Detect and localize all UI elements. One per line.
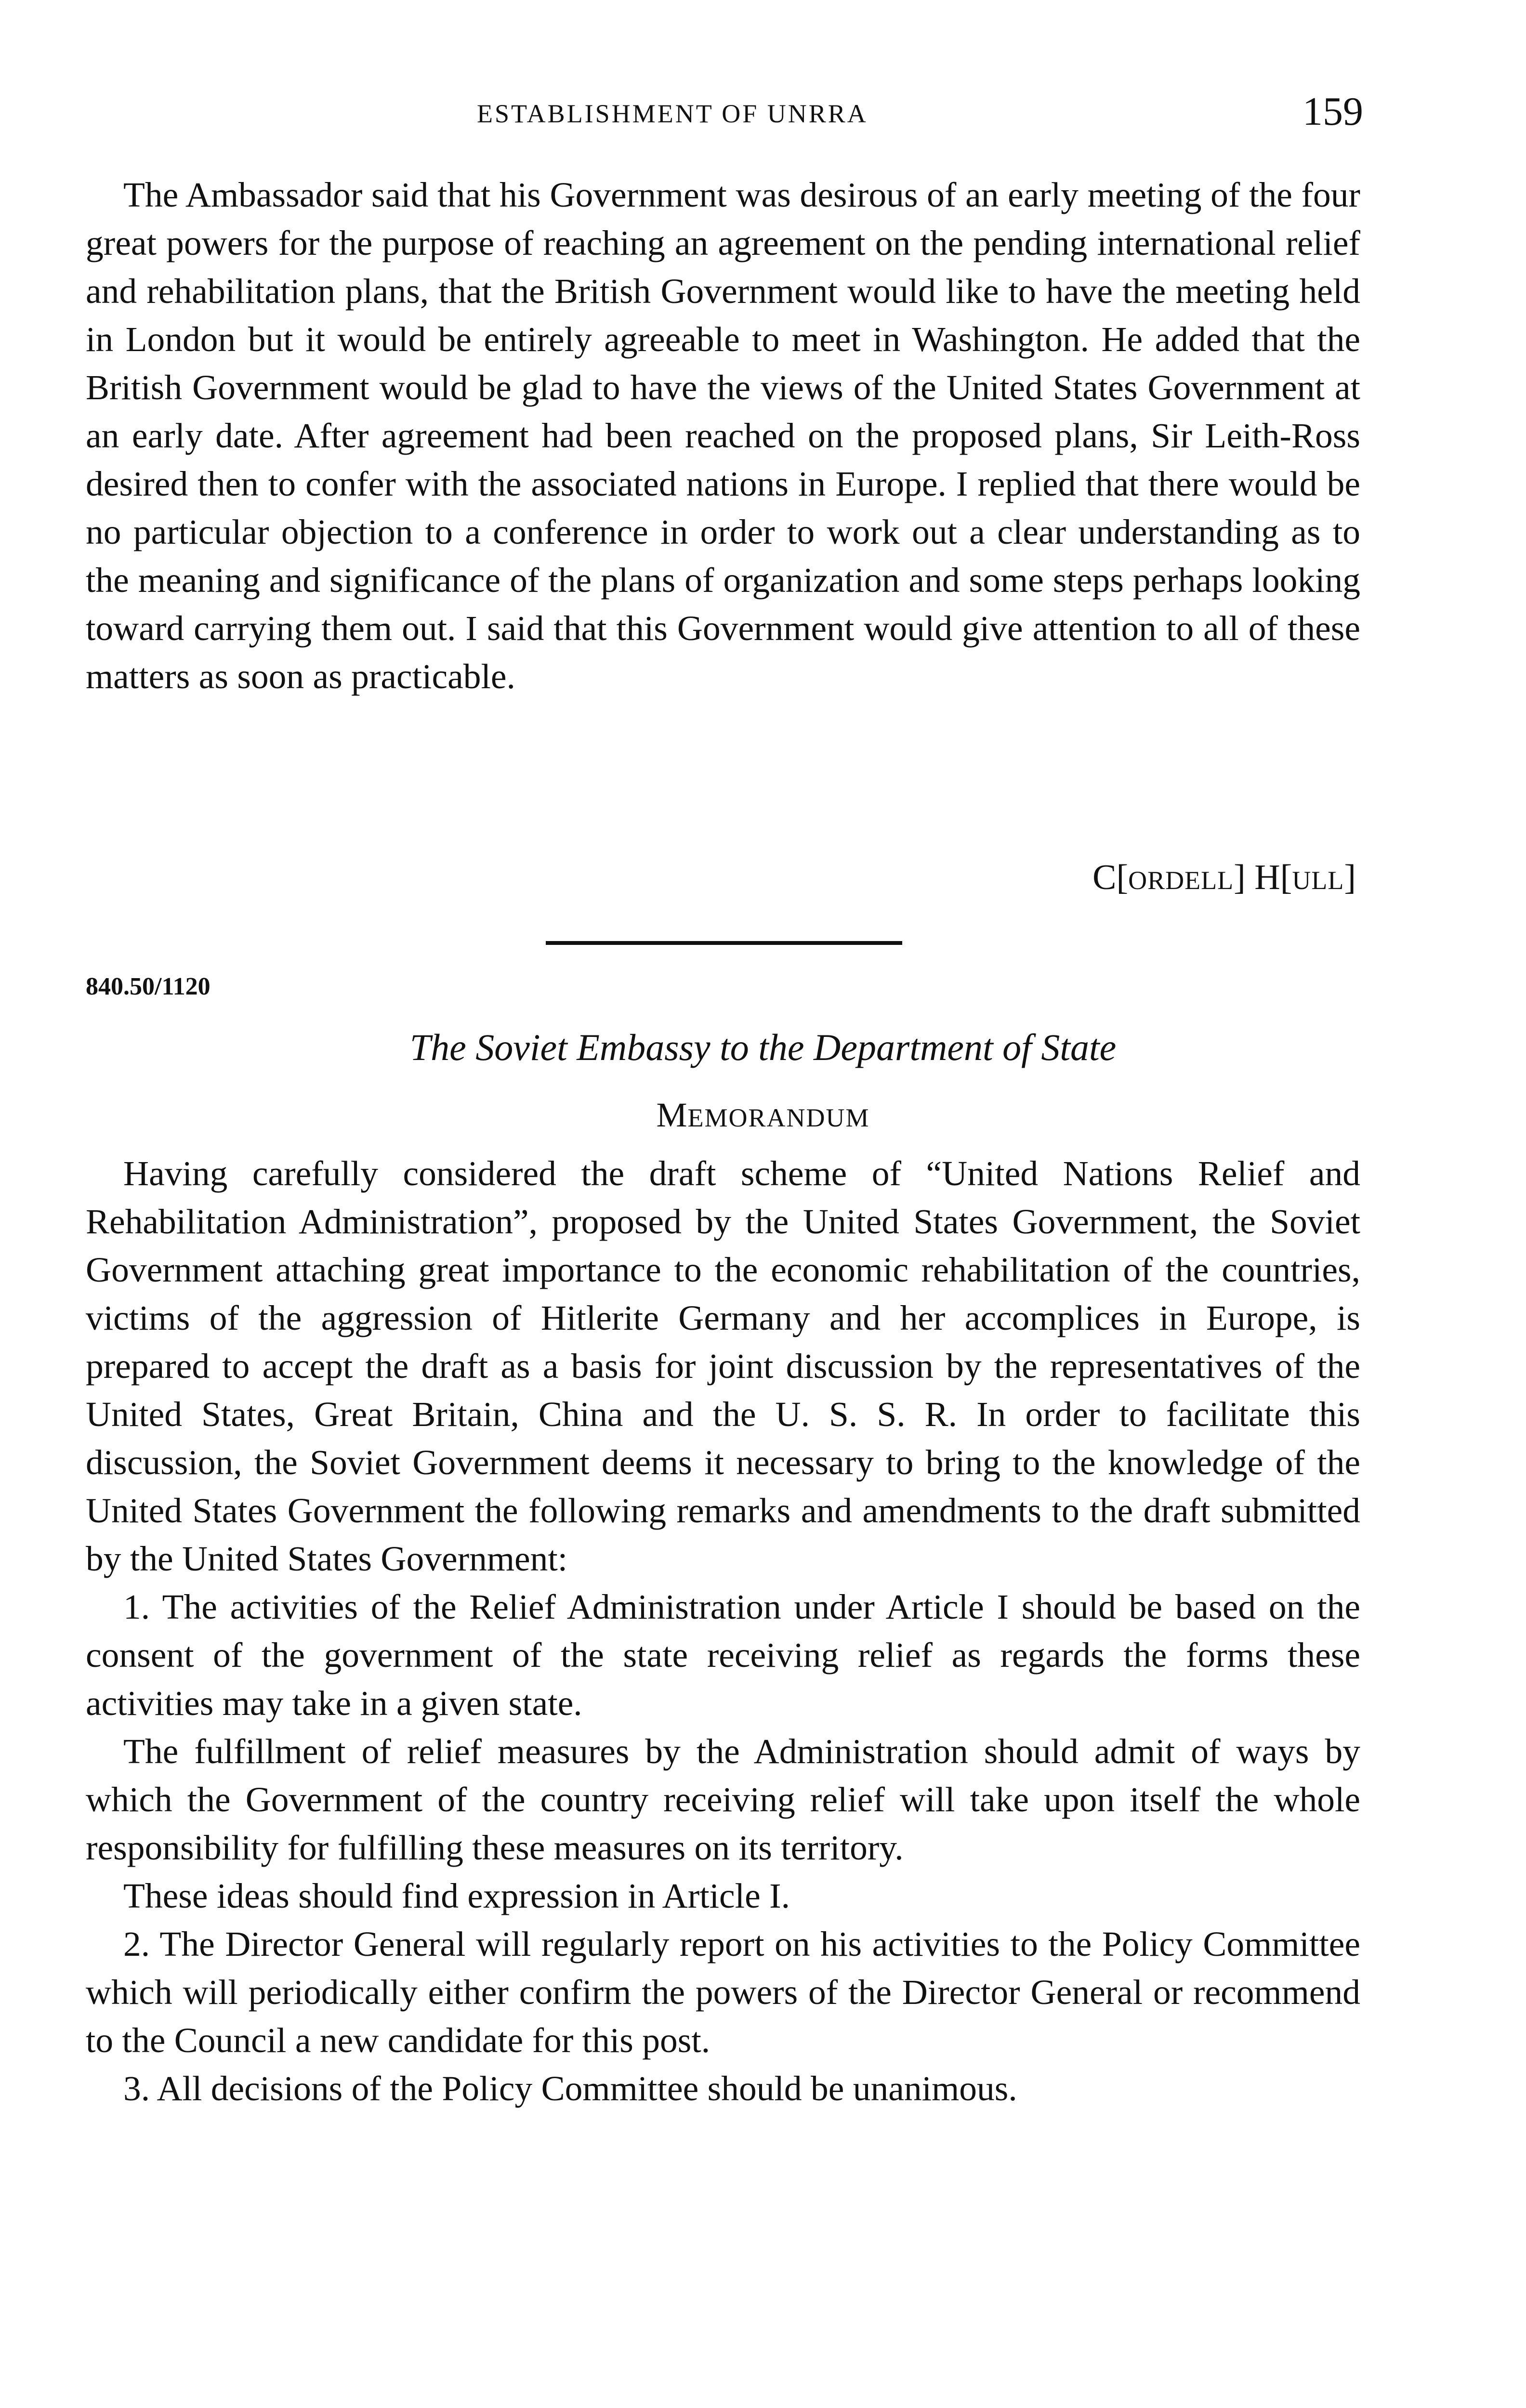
running-head: ESTABLISHMENT OF UNRRA [477, 99, 868, 128]
memorandum-body [86, 1150, 1360, 2113]
page-number: 159 [1302, 89, 1363, 134]
memo-paragraph-intro: Having carefully considered the draft scheme of “United Nations Relief and Rehabilitation Administration”, proposed by the United States Government, the Soviet Government attaching great importance to the economic rehabilitation of the countries, victims of the aggression of Hitlerite Germany and her accomplices in Europe, is prepared to accept the draft as a basis for joint discussion by the representatives of the United States, Great Britain, China and the U. S. S. R. In order to facilitate this discussion, the Soviet Government deems it necessary to bring to the knowledge of the United States Government the following remarks and amendments to the draft submitted by the United States Government: [86, 1154, 1360, 1578]
intro-text [86, 171, 1360, 701]
memo-paragraph-item-2: 2. The Director General will regularly report on his activities to the Policy Committee which will periodically either confirm the powers of the Director General or recommend to the Council a new candidate for this post. [86, 1924, 1360, 2060]
signature-ull: ULL [1292, 866, 1344, 895]
signature-mid: ] H[ [1234, 858, 1292, 897]
memorandum-heading-initial: M [656, 1096, 688, 1134]
memo-paragraph-article-note: These ideas should find expression in Article I. [123, 1876, 790, 1915]
memo-paragraph-fulfillment: The fulfillment of relief measures by the Administration should admit of ways by which the Government of the country receiving relief will take upon itself the whole responsibility for fulfilling these measures on its territory. [86, 1732, 1360, 1867]
memorandum-heading [0, 1091, 1526, 1142]
memo-paragraph-item-3: 3. All decisions of the Policy Committee should be unanimous. [123, 2069, 1017, 2108]
page-header [0, 89, 1526, 137]
signature-end: ] [1344, 858, 1356, 897]
signature-c: C[ [1092, 858, 1129, 897]
signature-ordell: ORDELL [1128, 866, 1234, 895]
section-divider [546, 941, 902, 945]
document-title: The Soviet Embassy to the Department of State [409, 1026, 1117, 1068]
intro-paragraph: The Ambassador said that his Government was desirous of an early meeting of the four great powers for the purpose of reaching an agreement on the pending international relief and rehabilitation plans, that the British Government would like to have the meeting held in London but it would be entirely agreeable to meet in Washington. He added that the British Government would be glad to have the views of the United States Government at an early date. After agreement had been reached on the proposed plans, Sir Leith-Ross desired then to confer with the associated nations in Europe. I replied that there would be no particular objection to a conference in order to work out a clear understanding as to the meaning and significance of the plans of organization and some steps perhaps looking toward carrying them out. I said that this Government would give attention to all of these matters as soon as practicable. [86, 175, 1360, 696]
signature [1092, 853, 1356, 904]
file-number: 840.50/1120 [86, 973, 210, 1000]
memorandum-heading-rest: EMORANDUM [687, 1103, 870, 1132]
memo-paragraph-item-1: 1. The activities of the Relief Administration under Article I should be based on the consent of the government of the state receiving relief as regards the forms these activities may take in a given state. [86, 1587, 1360, 1723]
